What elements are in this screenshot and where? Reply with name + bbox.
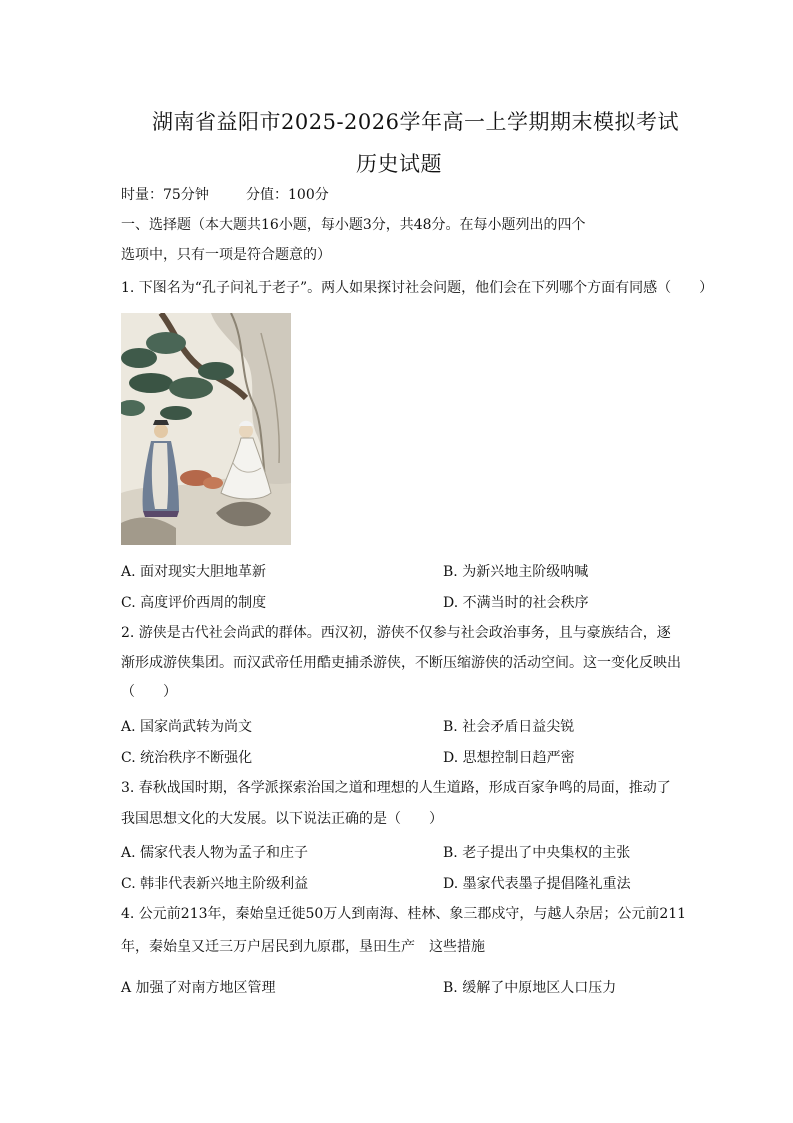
question-1-option-c: C. 高度评价西周的制度 [121,595,267,611]
question-2-stem-line-3: （ ） [121,684,177,700]
section-heading-line-1: 一、选择题（本大题共16小题，每小题3分，共48分。在每小题列出的四个 [121,217,586,233]
page-title: 湖南省益阳市2025-2026学年高一上学期期末模拟考试 [152,110,679,134]
exam-time: 时量：75分钟 [121,187,209,203]
question-3-option-b: B. 老子提出了中央集权的主张 [443,845,631,861]
page-subtitle: 历史试题 [356,152,442,176]
question-4-stem-line-2: 年，秦始皇又迁三万户居民到九原郡，垦田生产 这些措施 [121,939,485,955]
question-3-stem-line-1: 3. 春秋战国时期，各学派探索治国之道和理想的人生道路，形成百家争鸣的局面，推动了 [121,780,671,796]
question-2-option-c: C. 统治秩序不断强化 [121,750,253,766]
question-2-stem-line-2: 渐形成游侠集团。而汉武帝任用酷吏捕杀游侠，不断压缩游侠的活动空间。这一变化反映出 [121,655,681,671]
question-2-option-b: B. 社会矛盾日益尖锐 [443,719,575,735]
exam-score: 分值：100分 [246,187,329,203]
question-4-option-b: B. 缓解了中原地区人口压力 [443,980,617,996]
question-1-option-a: A. 面对现实大胆地革新 [121,564,267,580]
question-3-option-a: A. 儒家代表人物为孟子和庄子 [121,845,309,861]
question-3-option-d: D. 墨家代表墨子提倡隆礼重法 [443,876,631,892]
section-heading-line-2: 选项中，只有一项是符合题意的） [121,247,331,263]
question-2-option-d: D. 思想控制日趋严密 [443,750,575,766]
question-4-option-a: A 加强了对南方地区管理 [121,980,276,996]
question-1-option-d: D. 不满当时的社会秩序 [443,595,589,611]
illustration-confucius-laozi [121,313,291,545]
question-1-stem: 1. 下图名为“孔子问礼于老子”。两人如果探讨社会问题，他们会在下列哪个方面有同感（ ） [121,280,714,296]
question-4-stem-line-1: 4. 公元前213年，秦始皇迁徙50万人到南海、桂林、象三郡戍守，与越人杂居；公元前211 [121,906,687,922]
question-2-option-a: A. 国家尚武转为尚文 [121,719,253,735]
question-3-stem-line-2: 我国思想文化的大发展。以下说法正确的是（ ） [121,811,443,827]
question-2-stem-line-1: 2. 游侠是古代社会尚武的群体。西汉初，游侠不仅参与社会政治事务，且与豪族结合，逐 [121,625,671,641]
question-3-option-c: C. 韩非代表新兴地主阶级利益 [121,876,309,892]
question-1-option-b: B. 为新兴地主阶级呐喊 [443,564,589,580]
